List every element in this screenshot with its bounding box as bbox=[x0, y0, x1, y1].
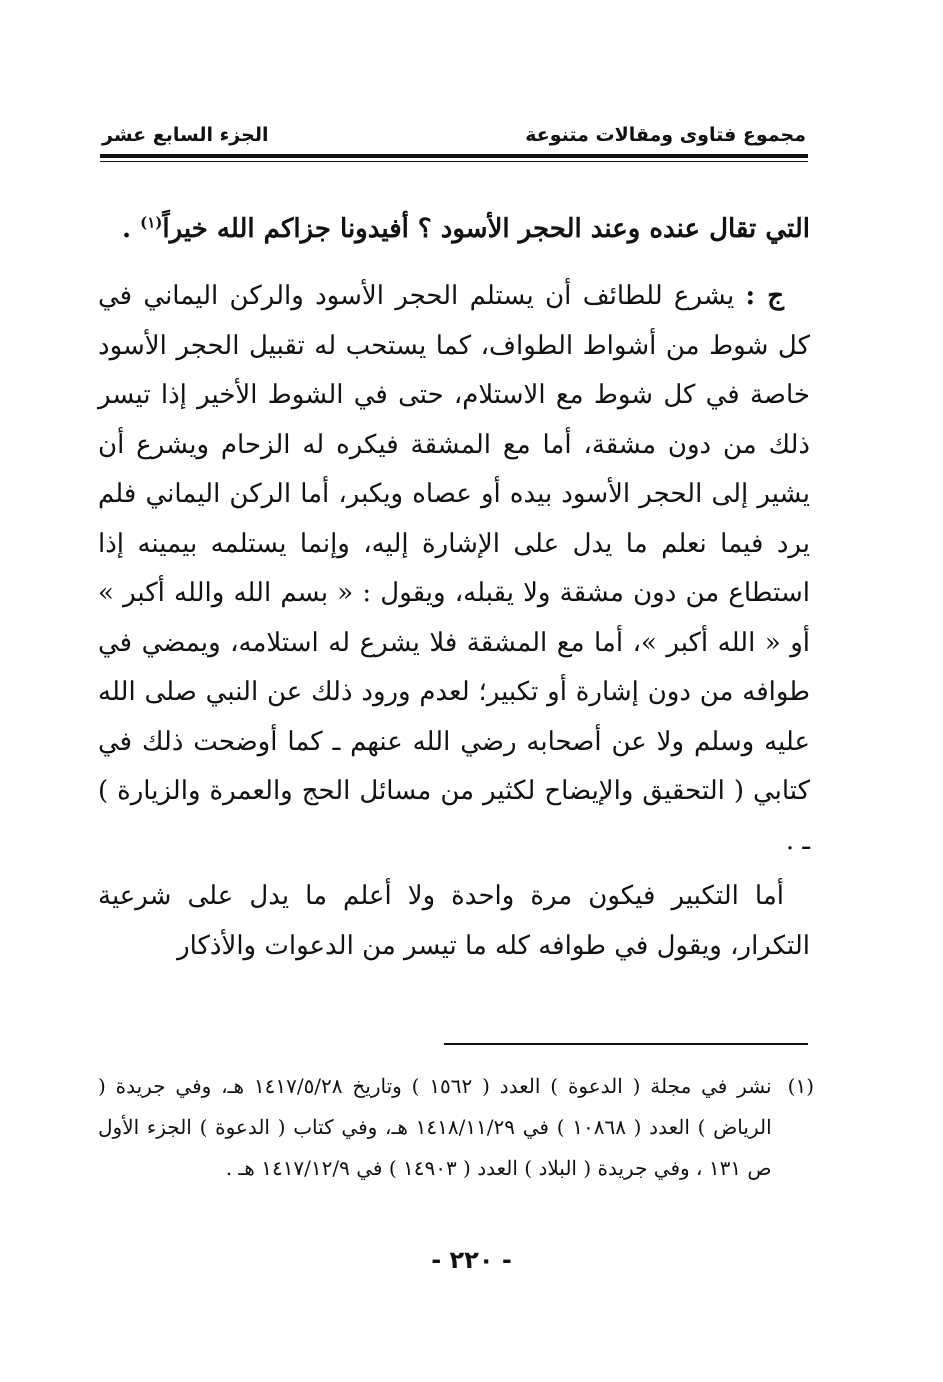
footnote-reference[interactable]: (١) bbox=[140, 213, 163, 232]
footnotes bbox=[98, 1066, 814, 1189]
answer-marker: ج : bbox=[745, 281, 785, 311]
book-title: مجموع فتاوى ومقالات متنوعة bbox=[525, 124, 806, 146]
second-paragraph bbox=[98, 872, 810, 971]
page-number: - ٢٢٠ - bbox=[431, 1246, 512, 1274]
question-paragraph bbox=[98, 204, 810, 254]
second-paragraph-text: أما التكبير فيكون مرة واحدة ولا أعلم ما يدل على شرعية التكرار، ويقول في طوافه كله ما تيسر من الدعوات والأذكار bbox=[98, 881, 810, 961]
page-header bbox=[102, 124, 806, 152]
main-content bbox=[98, 204, 810, 977]
answer-text: يشرع للطائف أن يستلم الحجر الأسود والركن اليماني في كل شوط من أشواط الطواف، كما يستحب له تقبيل الحجر الأسود خاصة في كل شوط مع الاستلام، حتى في الشوط الأخير إذا تيسر ذلك من دون مشقة، أما مع المشقة فيكره له الزحام ويشرع أن يشير إلى الحجر الأسود بيده أو عصاه ويكبر، أما الركن اليماني فلم يرد فيما نعلم ما يدل على الإشارة إليه، وإنما يستلمه بيمينه إذا استطاع من دون مشقة ولا يقبله، ويقول : « بسم الله والله أكبر » أو « الله أكبر »، أما مع المشقة فلا يشرع له استلامه، ويمضي في طوافه من دون إشارة أو تكبير؛ لعدم ورود ذلك عن النبي صلى الله عليه وسلم ولا عن أصحابه رضي الله عنهم ـ كما أوضحت ذلك في كتابي ( التحقيق والإيضاح لكثير من مسائل الحج والعمرة والزيارة ) ـ . bbox=[98, 281, 810, 856]
footnote-text: نشر في مجلة ( الدعوة ) العدد ( ١٥٦٢ ) وتاريخ ١٤١٧/٥/٢٨ هـ، وفي جريدة ( الرياض ) العدد ( ١٠٨٦٨ ) في ١٤١٨/١١/٢٩ هـ، وفي كتاب ( الدعوة ) الجزء الأول ص ١٣١ ، وفي جريدة ( البلاد ) العدد ( ١٤٩٠٣ ) في ١٤١٧/١٢/٩ هـ . bbox=[98, 1074, 772, 1180]
answer-paragraph bbox=[98, 272, 810, 866]
question-end: . bbox=[121, 214, 141, 244]
header-rule-thick bbox=[100, 154, 808, 158]
footnote-number: (١) bbox=[787, 1074, 814, 1098]
volume-label: الجزء السابع عشر bbox=[102, 124, 269, 146]
header-rule-thin bbox=[100, 161, 808, 162]
question-text: التي تقال عنده وعند الحجر الأسود ؟ أفيدونا جزاكم الله خيراً bbox=[162, 214, 810, 244]
footnote-separator bbox=[444, 1043, 808, 1045]
footnote-item bbox=[98, 1066, 814, 1189]
